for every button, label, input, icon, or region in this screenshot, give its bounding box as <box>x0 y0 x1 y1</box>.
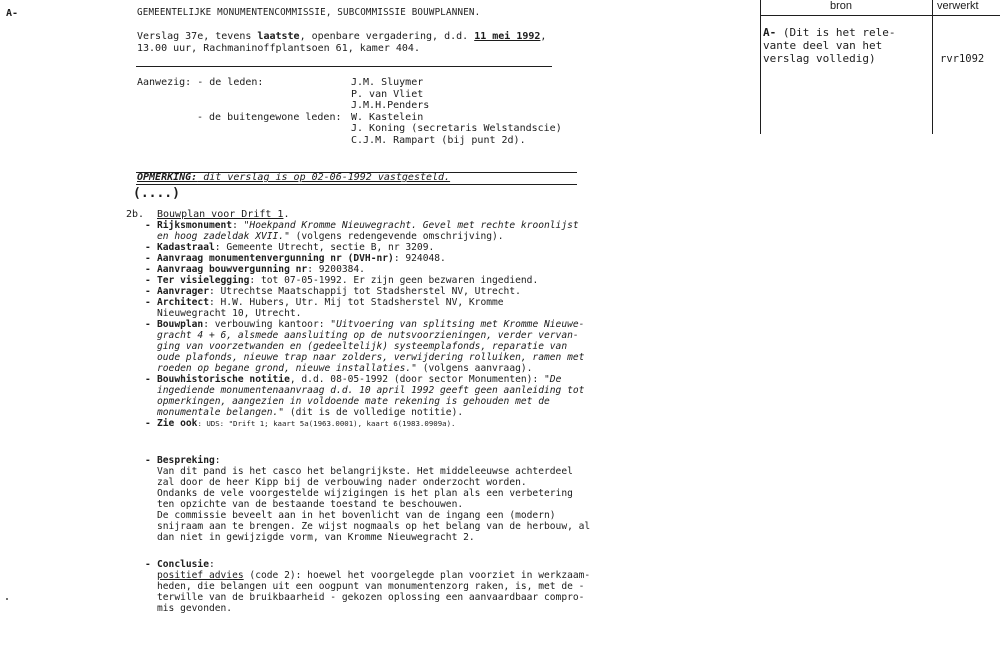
source-code: A- <box>763 26 777 39</box>
visielegging-line: Ter visielegging: tot 07-05-1992. Er zijn geen bezwaren ingediend. <box>157 275 539 286</box>
bullet-dash: - <box>145 297 151 308</box>
bespreking-label: Bespreking: <box>157 455 221 466</box>
notitie-line-2: ingediende monumentenaanvraag d.d. 10 april 1992 geeft geen aanleiding tot <box>157 385 585 396</box>
rijksmonument-line-2: en hoog zadeldak XVII." (volgens redengevende omschrijving). <box>157 231 504 242</box>
bespreking-line: zal door de heer Kipp bij de verbouwing nader onderzocht worden. <box>157 477 527 488</box>
bespreking-line: snijraam aan te brengen. Ze wijst nogmaals op het belang van de herbouw, al <box>157 521 591 532</box>
rijksmonument-line: Rijksmonument: "Hoekpand Kromme Nieuwegracht. Gevel met rechte kroonlijst <box>157 220 579 231</box>
monumentenvergunning-line: Aanvraag monumentenvergunning nr (DVH-nr): 924048. <box>157 253 446 264</box>
table-header-rule <box>760 15 1000 16</box>
bespreking-line: De commissie beveelt aan in het bovenlicht van de ingang een (modern) <box>157 510 556 521</box>
bullet-dash: - <box>145 275 151 286</box>
processed-value: rvr1092 <box>940 53 985 65</box>
architect-line-2: Nieuwegracht 10, Utrecht. <box>157 308 302 319</box>
bespreking-line: dan niet in gewijzigde vorm, van Kromme Nieuwegracht 2. <box>157 532 475 543</box>
source-cell: A- (Dit is het rele- <box>763 26 896 39</box>
meeting-line-1: Verslag 37e, tevens laatste, openbare vergadering, d.d. 11 mei 1992, <box>137 31 547 42</box>
bullet-dash: - <box>145 264 151 275</box>
bouwplan-line-4: oude plafonds, nieuwe trap naar zolders, verwijdering rolluiken, ramen met <box>157 352 585 363</box>
bouwplan-line-5: roeden op begane grond, nieuwe installaties." (volgens aanvraag). <box>157 363 533 374</box>
conclusie-line: positief advies (code 2): hoewel het voorgelegde plan voorziet in werkzaam- <box>157 570 591 581</box>
document-heading: GEMEENTELIJKE MONUMENTENCOMMISSIE, SUBCOMMISSIE BOUWPLANNEN. <box>137 7 481 18</box>
extra-members-label: - de buitengewone leden: <box>197 111 342 123</box>
item-title: Bouwplan voor Drift 1. <box>157 209 290 220</box>
bouwplan-line-2: gracht 4 + 6, alsmede aansluiting op de nutsvoorzieningen, verder vervan- <box>157 330 579 341</box>
notitie-line-3: opmerkingen, aangezien in voldoende mate rekening is gehouden met de <box>157 396 550 407</box>
scan-speck <box>6 598 8 600</box>
attendance-label: Aanwezig: - de leden: <box>137 77 264 88</box>
remark-label: OPMERKING: <box>137 172 198 183</box>
member-name: P. van Vliet <box>351 88 424 100</box>
extra-member-name: W. Kastelein <box>351 111 424 123</box>
table-column-divider <box>932 0 933 134</box>
divider-top <box>136 66 552 67</box>
header-source: bron <box>830 0 853 12</box>
bespreking-line: ten opzichte van de bestaande toestand te beschouwen. <box>157 499 464 510</box>
aanvrager-line: Aanvrager: Utrechtse Maatschappij tot Stadsherstel NV, Utrecht. <box>157 286 521 297</box>
notitie-line: Bouwhistorische notitie, d.d. 08-05-1992 (door sector Monumenten): "De <box>157 374 562 385</box>
bouwplan-line: Bouwplan: verbouwing kantoor: "Uitvoering van splitsing met Kromme Nieuwe- <box>157 319 585 330</box>
divider-remark-bottom <box>136 184 577 185</box>
extra-member-name: C.J.M. Rampart (bij punt 2d). <box>351 134 526 146</box>
member-name: J.M. Sluymer <box>351 77 424 88</box>
bespreking-line: Van dit pand is het casco het belangrijkste. Het middeleeuwse achterdeel <box>157 466 573 477</box>
bouwplan-line-3: ging van voorzetwanden en (gedeeltelijk) systeemplafonds, reparatie van <box>157 341 568 352</box>
bouwvergunning-line: Aanvraag bouwvergunning nr: 9200384. <box>157 264 365 275</box>
table-left-border <box>760 0 761 134</box>
zie-ook-line: Zie ook: UDS: "Drift 1; kaart 5a(1963.0001), kaart 6(1983.0909a). <box>157 418 456 429</box>
last-meeting-emphasis: laatste <box>257 31 300 42</box>
meeting-line-2: 13.00 uur, Rachmaninoffplantsoen 61, kamer 404. <box>137 42 420 54</box>
bullet-dash: - <box>145 418 151 429</box>
bullet-dash: - <box>145 286 151 297</box>
bullet-dash: - <box>145 242 151 253</box>
meeting-date: 11 mei 1992 <box>474 31 541 42</box>
conclusie-line: terwille van de bruikbaarheid - gekozen oplossing een aanvaardbaar compro- <box>157 592 585 603</box>
conclusie-line: heden, die belangen uit een oogpunt van monumentenzorg raken, is, met de - <box>157 581 585 592</box>
source-cell-line: verslag volledig) <box>763 52 876 65</box>
bullet-dash: - <box>145 220 151 231</box>
kadastraal-line: Kadastraal: Gemeente Utrecht, sectie B, nr 3209. <box>157 242 435 253</box>
conclusie-line: mis gevonden. <box>157 603 233 614</box>
architect-line: Architect: H.W. Hubers, Utr. Mij tot Stadsherstel NV, Kromme <box>157 297 504 308</box>
conclusie-label: Conclusie: <box>157 559 215 570</box>
notitie-line-4: monumentale belangen." (dit is de volledige notitie). <box>157 407 464 418</box>
bullet-dash: - <box>145 253 151 264</box>
bullet-dash: - <box>145 319 151 330</box>
bespreking-line: Ondanks de vele voorgestelde wijzigingen is het plan als een verbetering <box>157 488 573 499</box>
omission-marker: (....) <box>133 186 180 201</box>
header-processed: verwerkt <box>937 0 979 12</box>
margin-code: A- <box>6 8 19 19</box>
remark-text: dit verslag is op 02-06-1992 vastgesteld. <box>197 172 451 183</box>
extra-member-name: J. Koning (secretaris Welstandscie) <box>351 123 562 134</box>
member-name: J.M.H.Penders <box>351 100 430 111</box>
item-number: 2b. <box>126 209 145 220</box>
bullet-dash: - <box>145 374 151 385</box>
advice-verdict: positief advies <box>157 570 244 581</box>
bullet-dash: - <box>145 559 151 570</box>
source-cell-line: vante deel van het <box>763 39 883 52</box>
bullet-dash: - <box>145 455 151 466</box>
remark-line <box>137 172 450 183</box>
